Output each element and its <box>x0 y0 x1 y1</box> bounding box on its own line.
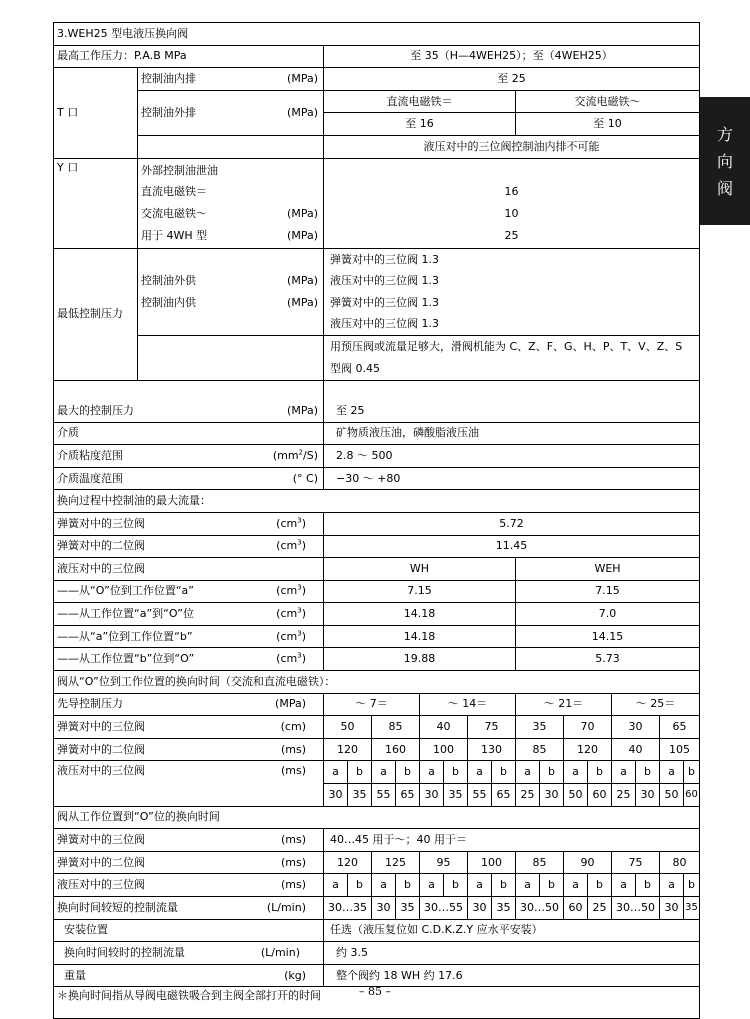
switch-hydraulic3-value: 30 <box>324 784 348 807</box>
preload-valve-note: 用预压阀或流量足够大，滑阀机能为 C、Z、F、G、H、P、T、V、Z、S 型阀 0.45 <box>324 335 700 380</box>
medium-value: 矿物质液压油，磷酸脂液压油 <box>324 422 700 445</box>
switch-hydraulic3-value: 30 <box>540 784 564 807</box>
position-letter: a <box>420 874 444 897</box>
return-spring2-value: 100 <box>468 851 516 874</box>
ac-magnet-header: 交流电磁铁～ <box>516 90 700 113</box>
return-time-title: 阀从工作位置到“O”位的换向时间 <box>54 806 700 829</box>
flow-wh-value: 14.18 <box>324 603 516 626</box>
pilot-pressure-group: ～ 21＝ <box>516 693 612 716</box>
switch-spring3-value: 85 <box>372 716 420 739</box>
position-letter: b <box>684 761 700 784</box>
y-port-label: Y 口 <box>54 158 138 248</box>
switch-hydraulic3-value: 55 <box>372 784 396 807</box>
spacer <box>324 380 700 400</box>
min-control-value: 液压对中的三位阀 1.3 <box>330 317 439 331</box>
flow-wh-value: 14.18 <box>324 625 516 648</box>
switch-hydraulic3-value: 35 <box>444 784 468 807</box>
switch-hydraulic3-value: 35 <box>348 784 372 807</box>
pilot-pressure-label: 先导控制压力 (MPa) <box>54 693 324 716</box>
pilot-pressure-group: ～ 7＝ <box>324 693 420 716</box>
switch-hydraulic3-value: 65 <box>396 784 420 807</box>
return-spring2-value: 90 <box>564 851 612 874</box>
y-port-ac-label: 交流电磁铁～ <box>141 207 207 221</box>
flow-wh-value: 7.15 <box>324 580 516 603</box>
max-control-pressure-label: 最大的控制压力 (MPa) <box>54 400 324 422</box>
position-letter: a <box>612 761 636 784</box>
y-port-wh-unit: (MPa) <box>287 228 318 242</box>
switch-spring2-value: 160 <box>372 738 420 761</box>
short-flow2-label: 换向时间较时的控制流量 (L/min) <box>54 942 324 965</box>
t-port-internal-value: 至 25 <box>324 68 700 91</box>
flow-spring2-value: 11.45 <box>324 535 700 558</box>
y-port-ac-value: 10 <box>504 207 519 221</box>
min-control-pressure-label: 最低控制压力 <box>54 248 138 380</box>
switch-hydraulic3-value: 55 <box>468 784 492 807</box>
return-spring2-value: 120 <box>324 851 372 874</box>
y-port-wh-label: 用于 4WH 型 <box>141 228 208 242</box>
temperature-label: 介质温度范围 (° C) <box>54 467 324 490</box>
min-control-values <box>324 248 700 335</box>
t-port-note: 液压对中的三位阀控制油内排不可能 <box>324 135 700 158</box>
position-letter: a <box>468 761 492 784</box>
switch-spring3-value: 35 <box>516 716 564 739</box>
return-hydraulic3-label: 液压对中的三位阀 (ms) <box>54 874 324 897</box>
position-letter: b <box>636 874 660 897</box>
position-letter: a <box>324 761 348 784</box>
position-letter: b <box>540 874 564 897</box>
switch-spring3-value: 65 <box>660 716 700 739</box>
switch-spring3-value: 70 <box>564 716 612 739</box>
switch-hydraulic3-value: 25 <box>612 784 636 807</box>
control-oil-external-unit: (MPa) <box>287 274 318 288</box>
short-flow-value: 25 <box>588 897 612 920</box>
short-flow2-value: 约 3.5 <box>324 942 700 965</box>
switch-spring2-value: 120 <box>564 738 612 761</box>
switch-spring3-label: 弹簧对中的三位阀 (cm) <box>54 716 324 739</box>
empty-cell <box>138 135 324 158</box>
position-letter: a <box>420 761 444 784</box>
switch-hydraulic3-value: 25 <box>516 784 540 807</box>
flow-weh-value: 5.73 <box>516 648 700 671</box>
return-spring2-value: 125 <box>372 851 420 874</box>
weight-label: 重量 (kg) <box>54 964 324 987</box>
position-letter: b <box>684 874 700 897</box>
flow-wh-value: 19.88 <box>324 648 516 671</box>
y-port-values <box>324 158 700 248</box>
short-flow-value: 30 <box>468 897 492 920</box>
return-spring2-value: 80 <box>660 851 700 874</box>
switch-spring2-value: 120 <box>324 738 372 761</box>
switch-spring3-value: 40 <box>420 716 468 739</box>
switch-hydraulic3-label: 液压对中的三位阀 (ms) <box>54 761 324 806</box>
flow-hydraulic3-label: 液压对中的三位阀 <box>54 558 324 581</box>
short-flow-value: 30…35 <box>324 897 372 920</box>
position-letter: b <box>636 761 660 784</box>
flow-wh-header: WH <box>324 558 516 581</box>
max-flow-title: 换向过程中控制油的最大流量： <box>54 490 700 513</box>
position-letter: b <box>588 874 612 897</box>
position-letter: a <box>612 874 636 897</box>
short-flow-value: 35 <box>492 897 516 920</box>
max-control-pressure-value: 至 25 <box>324 400 700 422</box>
flow-weh-value: 14.15 <box>516 625 700 648</box>
y-port-ac-unit: (MPa) <box>287 207 318 221</box>
switch-spring3-value: 30 <box>612 716 660 739</box>
short-flow-label: 换向时间较短的控制流量 (L/min) <box>54 897 324 920</box>
control-oil-internal-label: 控制油内供 <box>141 295 196 309</box>
position-letter: b <box>444 874 468 897</box>
medium-label: 介质 <box>54 422 324 445</box>
position-letter: b <box>396 874 420 897</box>
switch-hydraulic3-value: 65 <box>492 784 516 807</box>
install-value: 任选（液压复位如 C.D.K.Z.Y 应水平安装） <box>324 919 700 942</box>
position-letter: a <box>324 874 348 897</box>
position-letter: a <box>516 761 540 784</box>
switch-hydraulic3-value: 50 <box>660 784 684 807</box>
short-flow-value: 30…50 <box>612 897 660 920</box>
flow-row-label: ——从“a”位到工作位置“b” $(cm^3)$ <box>54 625 324 648</box>
viscosity-value: 2.8 ～ 500 <box>324 445 700 468</box>
t-port-external-label: 控制油外排 (MPa) <box>138 90 324 135</box>
switch-spring2-value: 85 <box>516 738 564 761</box>
return-spring2-value: 95 <box>420 851 468 874</box>
y-port-wh-value: 25 <box>504 228 519 242</box>
switch-hydraulic3-value: 60 <box>684 784 700 807</box>
return-spring3-label: 弹簧对中的三位阀 (ms) <box>54 829 324 852</box>
position-letter: b <box>588 761 612 784</box>
flow-spring3-label: 弹簧对中的三位阀 $(cm^3)$ <box>54 512 324 535</box>
spec-table <box>53 22 700 1019</box>
install-label: 安装位置 <box>54 919 324 942</box>
position-letter: b <box>348 874 372 897</box>
dc-magnet-value: 至 16 <box>324 113 516 136</box>
y-port-drain-label: 外部控制油泄油 <box>141 163 218 177</box>
switch-spring3-value: 50 <box>324 716 372 739</box>
flow-spring3-value: 5.72 <box>324 512 700 535</box>
switch-hydraulic3-value: 30 <box>420 784 444 807</box>
switch-spring2-label: 弹簧对中的二位阀 (ms) <box>54 738 324 761</box>
flow-spring2-label: 弹簧对中的二位阀 $(cm^3)$ <box>54 535 324 558</box>
position-letter: a <box>660 761 684 784</box>
y-port-labels <box>138 158 324 248</box>
switch-hydraulic3-value: 30 <box>636 784 660 807</box>
page-number: – 85 – <box>359 985 391 998</box>
min-control-sources <box>138 248 324 335</box>
section-tab <box>700 97 750 225</box>
weight-value: 整个阀约 18 WH 约 17.6 <box>324 964 700 987</box>
footnote: ＊换向时间指从导阀电磁铁吸合到主阀全部打开的时间 <box>54 987 700 1019</box>
return-spring2-value: 75 <box>612 851 660 874</box>
control-oil-internal-unit: (MPa) <box>287 295 318 309</box>
return-spring2-label: 弹簧对中的二位阀 (ms) <box>54 851 324 874</box>
ac-magnet-value: 至 10 <box>516 113 700 136</box>
position-letter: b <box>492 874 516 897</box>
flow-weh-value: 7.15 <box>516 580 700 603</box>
temperature-value: −30 ～ +80 <box>324 467 700 490</box>
y-port-dc-label: 直流电磁铁＝ <box>141 185 207 199</box>
switch-spring2-value: 100 <box>420 738 468 761</box>
return-spring3-value: 40…45 用于～；40 用于＝ <box>324 829 700 852</box>
short-flow-value: 35 <box>396 897 420 920</box>
short-flow-value: 30 <box>660 897 684 920</box>
short-flow-value: 30…50 <box>516 897 564 920</box>
switch-spring3-value: 75 <box>468 716 516 739</box>
pilot-pressure-group: ～ 14＝ <box>420 693 516 716</box>
min-control-value: 弹簧对中的三位阀 1.3 <box>330 252 439 266</box>
pilot-pressure-group: ～ 25＝ <box>612 693 700 716</box>
max-work-pressure-label: 最高工作压力：P.A.B MPa <box>54 45 324 68</box>
position-letter: a <box>564 761 588 784</box>
position-letter: a <box>468 874 492 897</box>
spacer <box>54 380 324 400</box>
position-letter: b <box>396 761 420 784</box>
control-oil-external-label: 控制油外供 <box>141 274 196 288</box>
table-title: 3.WEH25 型电液压换向阀 <box>54 23 700 46</box>
short-flow-value: 60 <box>564 897 588 920</box>
position-letter: b <box>492 761 516 784</box>
max-work-pressure-value: 至 35（H—4WEH25）；至（4WEH25） <box>324 45 700 68</box>
flow-row-label: ——从“O”位到工作位置“a” $(cm^3)$ <box>54 580 324 603</box>
short-flow-value: 30 <box>372 897 396 920</box>
t-port-label: T 口 <box>54 68 138 158</box>
position-letter: b <box>444 761 468 784</box>
switch-time-title: 阀从“O”位到工作位置的换向时间（交流和直流电磁铁）： <box>54 671 700 694</box>
t-port-internal-label: 控制油内排 (MPa) <box>138 68 324 91</box>
dc-magnet-header: 直流电磁铁＝ <box>324 90 516 113</box>
section-tab-text: 方 向 阀 <box>716 124 733 198</box>
position-letter: a <box>660 874 684 897</box>
min-control-value: 弹簧对中的三位阀 1.3 <box>330 295 439 309</box>
position-letter: b <box>540 761 564 784</box>
switch-spring2-value: 40 <box>612 738 660 761</box>
position-letter: a <box>372 761 396 784</box>
return-spring2-value: 85 <box>516 851 564 874</box>
switch-spring2-value: 105 <box>660 738 700 761</box>
position-letter: a <box>516 874 540 897</box>
flow-weh-header: WEH <box>516 558 700 581</box>
flow-row-label: ——从工作位置“a”到“O”位 $(cm^3)$ <box>54 603 324 626</box>
empty-cell <box>138 335 324 380</box>
flow-weh-value: 7.0 <box>516 603 700 626</box>
switch-hydraulic3-value: 60 <box>588 784 612 807</box>
switch-hydraulic3-value: 50 <box>564 784 588 807</box>
short-flow-value: 30…55 <box>420 897 468 920</box>
switch-spring2-value: 130 <box>468 738 516 761</box>
position-letter: a <box>372 874 396 897</box>
short-flow-value: 35 <box>684 897 700 920</box>
position-letter: b <box>348 761 372 784</box>
min-control-value: 液压对中的三位阀 1.3 <box>330 274 439 288</box>
viscosity-label: 介质粘度范围 $(mm^2/S)$ <box>54 445 324 468</box>
flow-row-label: ——从工作位置“b”位到“O” $(cm^3)$ <box>54 648 324 671</box>
y-port-dc-value: 16 <box>504 185 519 199</box>
position-letter: a <box>564 874 588 897</box>
